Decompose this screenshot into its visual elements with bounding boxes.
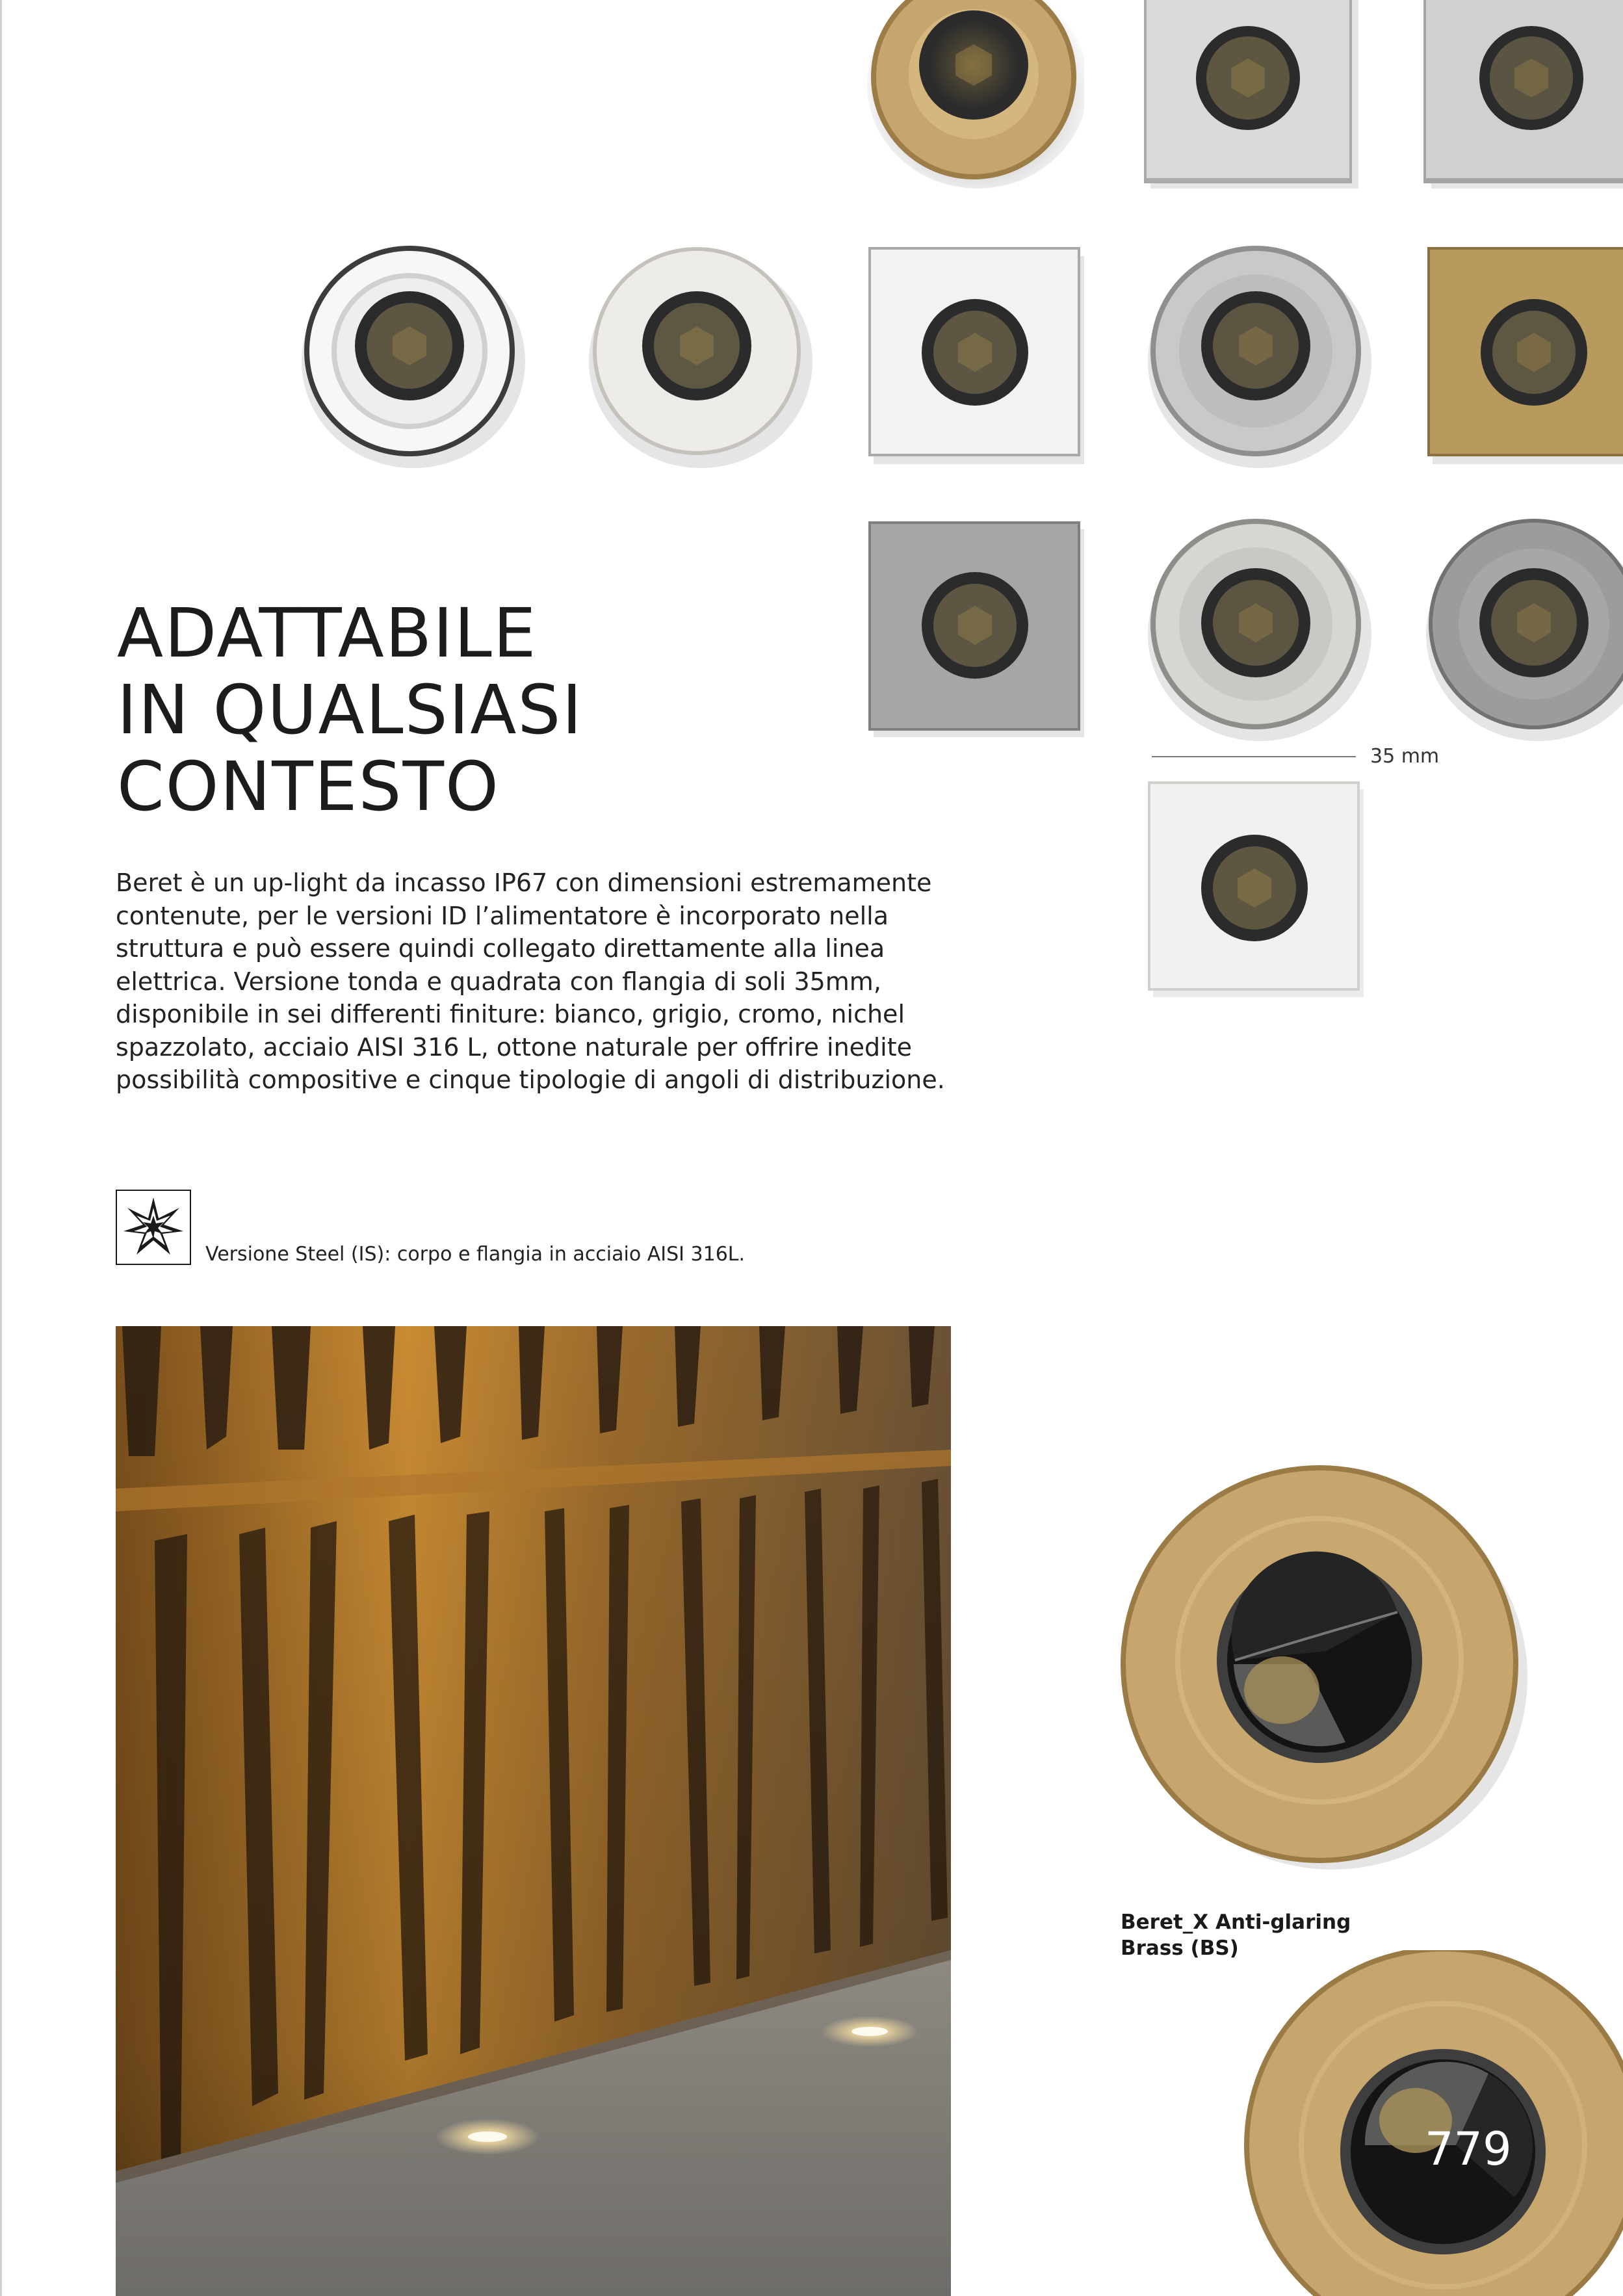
heading-line-2: IN QUALSIASI <box>117 670 584 750</box>
description-line: contenute, per le versioni ID l’alimentatore è incorporato nella <box>116 901 889 930</box>
heading-line-3: CONTESTO <box>117 747 500 826</box>
product-white-square <box>1137 774 1371 1001</box>
product-white-round <box>580 234 814 468</box>
steel-version-note: Versione Steel (IS): corpo e flangia in acciaio AISI 316L. <box>205 1243 746 1266</box>
description-line: Beret è un up-light da incasso IP67 con dimensioni estremamente <box>116 868 932 897</box>
product-chrome-round <box>292 234 526 468</box>
caption-line-2: Brass (BS) <box>1121 1937 1239 1960</box>
steel-version-icon <box>116 1190 191 1265</box>
product-description <box>116 867 961 1097</box>
product-brass-round <box>863 0 1084 195</box>
caption-line-1: Beret_X Anti-glaring <box>1121 1911 1351 1934</box>
dimension-label: 35 mm <box>1370 745 1440 768</box>
product-brass-square <box>1417 241 1623 468</box>
description-line: struttura e può essere quindi collegato direttamente alla linea <box>116 934 885 963</box>
installation-photo <box>116 1326 951 2296</box>
product-brushed-nickel-round <box>1139 234 1373 468</box>
product-brushed-nickel-square <box>1131 0 1371 195</box>
product-grey-square <box>858 514 1092 741</box>
description-line: spazzolato, acciaio AISI 316 L, ottone naturale per offrire inedite <box>116 1032 912 1062</box>
page-heading <box>117 595 702 825</box>
description-line: possibilità compositive e cinque tipologie di angoli di distribuzione. <box>116 1065 945 1094</box>
description-line: disponibile in sei differenti finiture: bianco, grigio, cromo, nichel <box>116 1000 905 1028</box>
product-chrome-square <box>858 241 1092 468</box>
dimension-line <box>1152 756 1356 757</box>
product-anti-glaring-brass <box>1111 1456 1527 1872</box>
product-steel-round <box>1139 507 1373 741</box>
product-grey-round <box>1417 507 1623 741</box>
page-edge-rule <box>0 0 2 2296</box>
product-aluminium-square <box>1409 0 1623 195</box>
page-number: 779 <box>1425 2122 1512 2176</box>
heading-line-1: ADATTABILE <box>117 594 538 673</box>
description-line: elettrica. Versione tonda e quadrata con flangia di soli 35mm, <box>116 967 881 996</box>
